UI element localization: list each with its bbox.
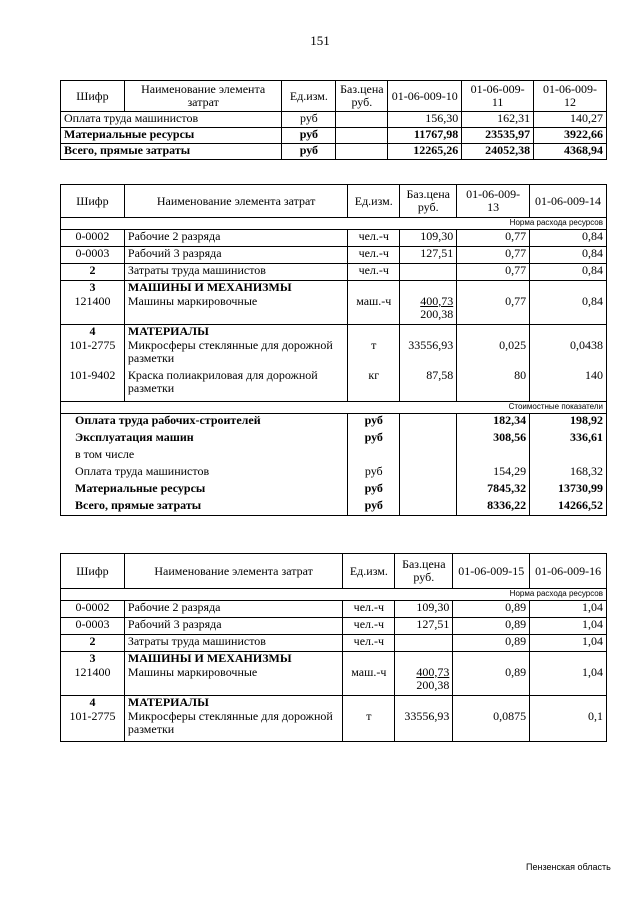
header-name: Наименование элемента затрат	[124, 185, 347, 218]
row-unit: кг	[348, 369, 400, 402]
table-row	[61, 339, 607, 369]
row-code: 2	[61, 264, 125, 281]
row-value: 0,89	[453, 635, 530, 652]
row-price	[336, 128, 388, 144]
cost-row	[61, 499, 607, 516]
header-col-16: 01-06-009-16	[530, 554, 607, 589]
row-price	[336, 112, 388, 128]
header-code: Шифр	[61, 81, 125, 112]
row-value: 0,025	[457, 339, 530, 369]
row-name: Микросферы стеклянные для дорожной разметки	[124, 339, 347, 369]
row-value: 11767,98	[388, 128, 462, 144]
row-value: 23535,97	[462, 128, 534, 144]
cost-value: 7845,32	[457, 482, 530, 499]
table-row	[61, 710, 607, 742]
table-row	[61, 635, 607, 652]
row-price	[400, 264, 457, 281]
row-value: 0,84	[530, 264, 607, 281]
norm-label: Норма расхода ресурсов	[457, 218, 607, 230]
row-value: 0,0875	[453, 710, 530, 742]
cost-value: 336,61	[530, 431, 607, 448]
header-name: Наименование элемента затрат	[124, 554, 342, 589]
cost-unit: руб	[348, 431, 400, 448]
row-value: 4368,94	[534, 144, 607, 160]
cost-name: Оплата труда машинистов	[61, 465, 348, 482]
price-main: 400,73	[420, 293, 454, 308]
page-number: 151	[310, 33, 330, 48]
row-name: Оплата труда машинистов	[61, 112, 282, 128]
header-unit: Ед.изм.	[348, 185, 400, 218]
header-col-12: 01-06-009-12	[534, 81, 607, 112]
row-unit: чел.-ч	[343, 601, 395, 618]
row-unit: маш.-ч	[343, 666, 395, 696]
section-code: 4	[61, 325, 125, 339]
row-code: 101-2775	[61, 710, 125, 742]
header-col-14: 01-06-009-14	[530, 185, 607, 218]
table-row	[61, 618, 607, 635]
row-value: 3922,66	[534, 128, 607, 144]
cost-row	[61, 431, 607, 448]
cost-value: 154,29	[457, 465, 530, 482]
table-row	[61, 601, 607, 618]
row-name: Краска полиакриловая для дорожной разметки	[124, 369, 347, 402]
row-value: 1,04	[530, 635, 607, 652]
row-value: 156,30	[388, 112, 462, 128]
row-name: Всего, прямые затраты	[61, 144, 282, 160]
cost-value: 182,34	[457, 414, 530, 431]
row-name: Микросферы стеклянные для дорожной разметки	[124, 710, 342, 742]
row-name: Машины маркировочные	[124, 295, 347, 325]
header-code: Шифр	[61, 554, 125, 589]
table-row	[61, 295, 607, 325]
row-unit: чел.-ч	[343, 618, 395, 635]
row-value: 0,77	[457, 264, 530, 281]
header-unit: Ед.изм.	[343, 554, 395, 589]
table-row	[61, 369, 607, 402]
row-code: 101-9402	[61, 369, 125, 402]
header-col-10: 01-06-009-10	[388, 81, 462, 112]
row-value: 1,04	[530, 601, 607, 618]
header-code: Шифр	[61, 185, 125, 218]
row-price: 127,51	[395, 618, 453, 635]
row-price: 33556,93	[400, 339, 457, 369]
row-code: 0-0003	[61, 247, 125, 264]
header-col-13: 01-06-009-13	[457, 185, 530, 218]
header-name: Наименование элемента затрат	[124, 81, 282, 112]
section-title: МАШИНЫ И МЕХАНИЗМЫ	[124, 281, 347, 295]
section-code: 4	[61, 696, 125, 710]
row-code: 0-0002	[61, 230, 125, 247]
cost-unit	[348, 448, 400, 465]
row-value: 12265,26	[388, 144, 462, 160]
row-value: 162,31	[462, 112, 534, 128]
row-name: Рабочие 2 разряда	[124, 230, 347, 247]
row-name: Материальные ресурсы	[61, 128, 282, 144]
row-value: 0,84	[530, 247, 607, 264]
header-price: Баз.цена руб.	[400, 185, 457, 218]
row-value: 0,0438	[530, 339, 607, 369]
row-price: 109,30	[400, 230, 457, 247]
row-value: 0,89	[453, 618, 530, 635]
section-row	[61, 281, 607, 295]
row-name: Затраты труда машинистов	[124, 635, 342, 652]
section-title: МАТЕРИАЛЫ	[124, 696, 342, 710]
row-unit: чел.-ч	[348, 247, 400, 264]
row-price: 33556,93	[395, 710, 453, 742]
row-value: 0,77	[457, 230, 530, 247]
row-value: 0,89	[453, 601, 530, 618]
table-row	[61, 264, 607, 281]
cost-value: 14266,52	[530, 499, 607, 516]
row-value: 80	[457, 369, 530, 402]
row-unit: чел.-ч	[348, 264, 400, 281]
row-value: 0,77	[457, 295, 530, 325]
row-unit: т	[343, 710, 395, 742]
row-unit: руб	[282, 144, 336, 160]
row-name: Затраты труда машинистов	[124, 264, 347, 281]
row-name: Рабочий 3 разряда	[124, 618, 342, 635]
cost-row	[61, 482, 607, 499]
row-price	[400, 295, 457, 325]
cost-value: 13730,99	[530, 482, 607, 499]
row-code: 0-0002	[61, 601, 125, 618]
table-row	[61, 230, 607, 247]
row-name: Машины маркировочные	[124, 666, 342, 696]
row-name: Рабочие 2 разряда	[124, 601, 342, 618]
table-3	[60, 553, 607, 742]
table-2	[60, 184, 607, 516]
price-secondary: 200,38	[416, 677, 450, 692]
row-unit: чел.-ч	[343, 635, 395, 652]
row-value: 1,04	[530, 666, 607, 696]
cost-unit: руб	[348, 465, 400, 482]
row-unit: т	[348, 339, 400, 369]
section-code: 3	[61, 281, 125, 295]
cost-value: 308,56	[457, 431, 530, 448]
row-code: 121400	[61, 295, 125, 325]
header-unit: Ед.изм.	[282, 81, 336, 112]
row-code: 101-2775	[61, 339, 125, 369]
table-1	[60, 80, 607, 160]
row-unit: чел.-ч	[348, 230, 400, 247]
cost-name: Всего, прямые затраты	[61, 499, 348, 516]
header-price: Баз.цена руб.	[336, 81, 388, 112]
row-value: 0,84	[530, 230, 607, 247]
section-row	[61, 652, 607, 666]
row-price	[336, 144, 388, 160]
norm-label: Норма расхода ресурсов	[453, 589, 607, 601]
cost-value: 8336,22	[457, 499, 530, 516]
row-value: 140	[530, 369, 607, 402]
section-title: МАТЕРИАЛЫ	[124, 325, 347, 339]
table-row	[61, 666, 607, 696]
cost-value: 198,92	[530, 414, 607, 431]
footer-region: Пензенская область	[526, 862, 611, 872]
header-price: Баз.цена руб.	[395, 554, 453, 589]
row-value: 0,89	[453, 666, 530, 696]
header-col-15: 01-06-009-15	[453, 554, 530, 589]
row-unit: руб	[282, 112, 336, 128]
cost-unit: руб	[348, 482, 400, 499]
row-code: 2	[61, 635, 125, 652]
table-row	[61, 144, 607, 160]
cost-row	[61, 465, 607, 482]
cost-unit: руб	[348, 414, 400, 431]
section-title: МАШИНЫ И МЕХАНИЗМЫ	[124, 652, 342, 666]
row-code: 0-0003	[61, 618, 125, 635]
row-value: 24052,38	[462, 144, 534, 160]
cost-label: Стоимостные показатели	[457, 402, 607, 414]
row-value: 1,04	[530, 618, 607, 635]
row-value: 0,77	[457, 247, 530, 264]
cost-name: Материальные ресурсы	[61, 482, 348, 499]
cost-name: Оплата труда рабочих-строителей	[61, 414, 348, 431]
cost-value	[530, 448, 607, 465]
table-row	[61, 128, 607, 144]
row-value: 0,84	[530, 295, 607, 325]
section-code: 3	[61, 652, 125, 666]
table-row	[61, 112, 607, 128]
row-unit: маш.-ч	[348, 295, 400, 325]
row-price	[395, 666, 453, 696]
row-unit: руб	[282, 128, 336, 144]
cost-row	[61, 448, 607, 465]
cost-name: в том числе	[61, 448, 348, 465]
row-value: 0,1	[530, 710, 607, 742]
row-price: 127,51	[400, 247, 457, 264]
table-row	[61, 247, 607, 264]
cost-unit: руб	[348, 499, 400, 516]
price-secondary: 200,38	[420, 306, 454, 321]
section-row	[61, 696, 607, 710]
cost-value	[457, 448, 530, 465]
cost-value: 168,32	[530, 465, 607, 482]
section-row	[61, 325, 607, 339]
row-price: 87,58	[400, 369, 457, 402]
header-col-11: 01-06-009-11	[462, 81, 534, 112]
cost-name: Эксплуатация машин	[61, 431, 348, 448]
cost-row	[61, 414, 607, 431]
row-name: Рабочий 3 разряда	[124, 247, 347, 264]
row-code: 121400	[61, 666, 125, 696]
price-main: 400,73	[416, 664, 450, 679]
row-price: 109,30	[395, 601, 453, 618]
row-price	[395, 635, 453, 652]
row-value: 140,27	[534, 112, 607, 128]
